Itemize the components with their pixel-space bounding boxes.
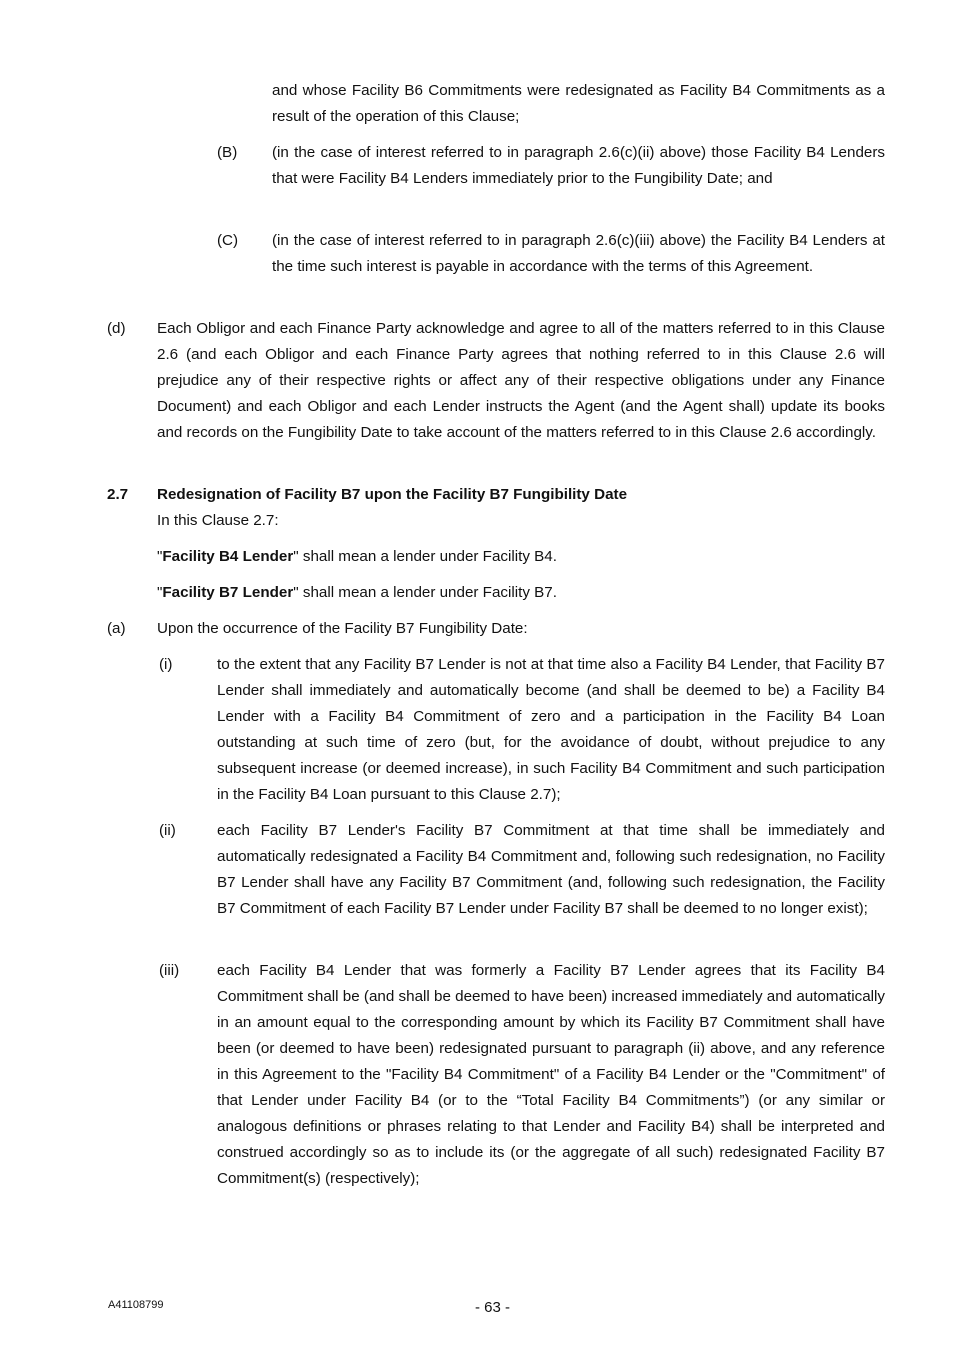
subparagraph-i-text: to the extent that any Facility B7 Lender is not at that time also a Facility B4 Lender, that Facility B7 Lender shall immediately and automatically become (and shall be deemed to be) a Facility B4 Lender with a Facility B4 Commitment of zero and a participation in the Facility B4 Loan outstanding at such time of zero (but, for the avoidance of doubt, without prejudice to any subsequent increase (or deemed increase), in such Facility B4 Commitment and such participation in the Facility B4 Loan pursuant to this Clause 2.7); xyxy=(217,656,885,803)
defined-term: Facility B4 Lender xyxy=(162,548,294,565)
document-reference: A41108799 xyxy=(108,1299,164,1311)
paragraph-a-text: Upon the occurrence of the Facility B7 Fungibility Date: xyxy=(157,620,528,637)
section-intro: In this Clause 2.7: xyxy=(157,512,279,529)
paragraph-C-label: (C) xyxy=(217,232,239,249)
defined-term: Facility B7 Lender xyxy=(162,584,294,601)
paragraph-a-continuation: and whose Facility B6 Commitments were redesignated as Facility B4 Commitments as a result of the operation of this Clause; xyxy=(272,82,885,125)
paragraph-a-label: (a) xyxy=(107,620,126,637)
page-number: - 63 - xyxy=(474,1299,510,1316)
paragraph-d-label: (d) xyxy=(107,320,126,337)
paragraph-B-text: (in the case of interest referred to in paragraph 2.6(c)(ii) above) those Facility B4 Lenders that were Facility B4 Lenders immediately prior to the Fungibility Date; and xyxy=(272,144,885,187)
section-number: 2.7 xyxy=(107,486,129,503)
subparagraph-ii-label: (ii) xyxy=(159,822,176,839)
paragraph-C-text: (in the case of interest referred to in paragraph 2.6(c)(iii) above) the Facility B4 Lenders at the time such interest is payable in accordance with the terms of this Agreement. xyxy=(272,232,885,275)
subparagraph-iii-label: (iii) xyxy=(159,962,180,979)
section-title: Redesignation of Facility B7 upon the Facility B7 Fungibility Date xyxy=(157,486,628,503)
subparagraph-ii-text: each Facility B7 Lender's Facility B7 Commitment at that time shall be immediately and automatically redesignated a Facility B4 Commitment and, following such redesignation, no Facility B7 Lender shall have any Facility B7 Commitment (and, following such redesignation, the Facility B7 Commitment of each Facility B7 Lender under Facility B7 shall be deemed to no longer exist); xyxy=(217,822,885,917)
definition-facility-b7-lender: "Facility B7 Lender" shall mean a lender under Facility B7. xyxy=(157,584,557,601)
paragraph-d-text: Each Obligor and each Finance Party acknowledge and agree to all of the matters referred to in this Clause 2.6 (and each Obligor and each Finance Party agrees that nothing referred to in this Clause 2.6 will prejudice any of their respective rights or affect any of their respective obligations under any Finance Document) and each Obligor and each Lender instructs the Agent (and the Agent shall) update its books and records on the Fungibility Date to take account of the matters referred to in this Clause 2.6 accordingly. xyxy=(157,320,885,441)
subparagraph-iii-text: each Facility B4 Lender that was formerly a Facility B7 Lender agrees that its Facility B4 Commitment shall be (and shall be deemed to have been) increased immediately and automatically in an amount equal to the corresponding amount by which its Facility B7 Commitment shall have been (or deemed to have been) redesignated pursuant to paragraph (ii) above, and any reference in this Agreement to the "Facility B4 Commitment" of a Facility B4 Lender or the "Commitment" of that Lender under Facility B4 (or to the “Total Facility B4 Commitments”) (or any similar or analogous definitions or phrases relating to that Lender and Facility B4) shall be interpreted and construed accordingly so as to include its (or the aggregate of all such) redesignated Facility B7 Commitment(s) (respectively); xyxy=(217,962,885,1187)
paragraph-B-label: (B) xyxy=(217,144,238,161)
subparagraph-i-label: (i) xyxy=(159,656,173,673)
definition-facility-b4-lender: "Facility B4 Lender" shall mean a lender under Facility B4. xyxy=(157,548,557,565)
